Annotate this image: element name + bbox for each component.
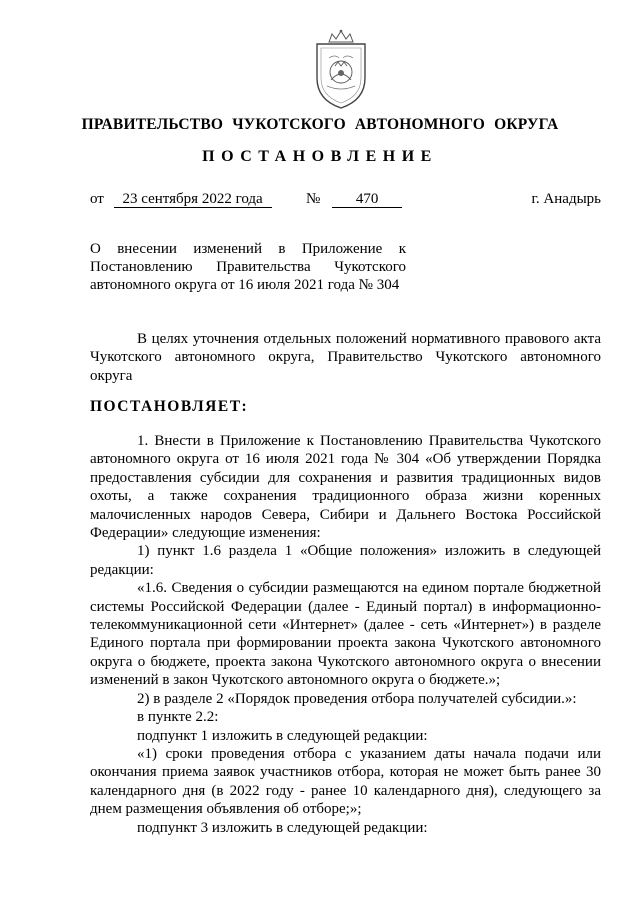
government-title: ПРАВИТЕЛЬСТВО ЧУКОТСКОГО АВТОНОМНОГО ОКРУГА (81, 116, 559, 133)
paragraph: подпункт 1 изложить в следующей редакции: (137, 727, 428, 744)
subject-line: О внесении изменений в Приложение к (90, 241, 406, 257)
number-prefix: № (306, 191, 321, 207)
city-label: г. Анадырь (531, 191, 601, 207)
date-prefix: от (90, 191, 104, 207)
paragraph: «1.6. Сведения о субсидии размещаются на едином портале бюджетной системы Российской Федерации (далее - Единый портал) в информационно-телекоммуникационной сети «Интернет» (далее - сеть «Интернет») в разделе Единого портала при формировании проекта закона Чукотского автономного округа о бюджете, проекта закона Чукотского автономного округа о внесении изменений в закон Чукотского автономного округа о бюджете.»; (90, 580, 601, 689)
paragraph: в пункте 2.2: (137, 709, 219, 726)
subject-line: Постановлению Правительства Чукотского (90, 259, 406, 275)
subject-line: автономного округа от 16 июля 2021 года № 304 (90, 277, 400, 293)
document-body (90, 432, 601, 837)
coat-of-arms-emblem (305, 28, 377, 112)
paragraph: 2) в разделе 2 «Порядок проведения отбора получателей субсидии.»: (137, 690, 577, 707)
date-value: 23 сентября 2022 года (114, 192, 272, 208)
paragraph: 1) пункт 1.6 раздела 1 «Общие положения» изложить в следующей редакции: (90, 543, 601, 578)
document-subject (90, 240, 406, 294)
preamble-block (90, 330, 601, 385)
paragraph: «1) сроки проведения отбора с указанием даты начала подачи или окончания приема заявок участников отбора, которая не может быть ранее 30 календарного дня (в 2022 году - ранее 10 календарного дня), следующего за днем размещения объявления об отборе;»; (90, 745, 601, 818)
date-field (90, 190, 272, 208)
paragraph: подпункт 3 изложить в следующей редакции: (137, 819, 428, 836)
document-type-title: ПОСТАНОВЛЕНИЕ (202, 148, 438, 165)
number-field (306, 190, 402, 208)
number-value: 470 (332, 192, 402, 208)
paragraph: 1. Внести в Приложение к Постановлению Правительства Чукотского автономного округа от 16 июля 2021 года № 304 «Об утверждении Порядка предоставления субсидии для сохранения и развития традиционных видов охоты, а также сохранения традиционного образа жизни коренных малочисленных народов Севера, Сибири и Дальнего Востока Российской Федерации» следующие изменения: (90, 433, 601, 542)
preamble-text: В целях уточнения отдельных положений нормативного правового акта Чукотского автономного округа, Правительство Чукотского автономного округа (90, 331, 601, 384)
resolves-heading: ПОСТАНОВЛЯЕТ: (90, 398, 249, 415)
